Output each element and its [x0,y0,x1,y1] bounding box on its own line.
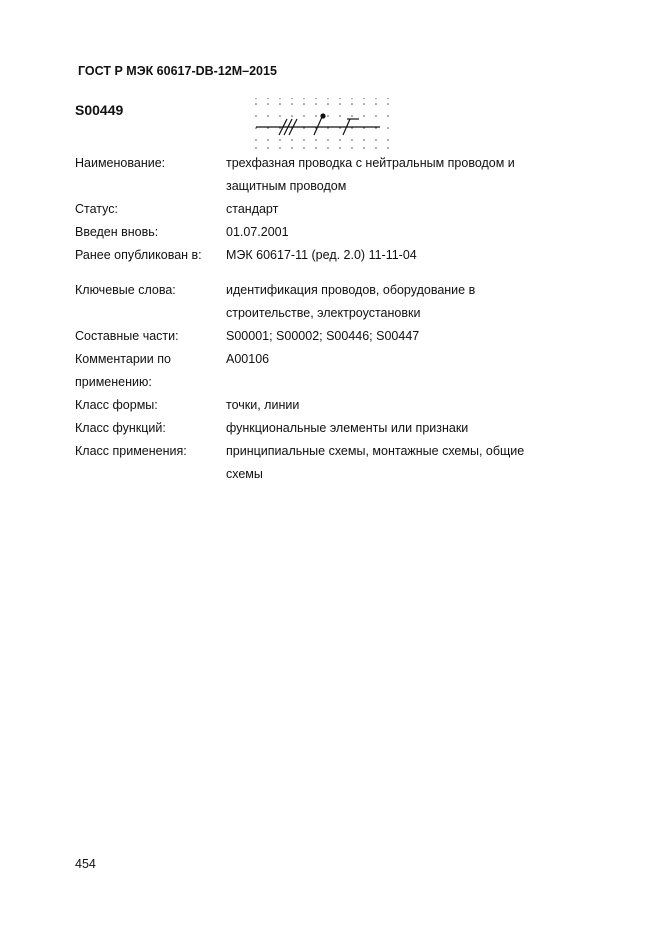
field-row-application-class [75,440,595,486]
three-phase-wiring-neutral-protective-conductor-symbol-icon [250,98,395,152]
field-label-components: Составные части: [75,329,179,343]
field-value-introduced: 01.07.2001 [226,225,289,239]
field-label-shape-class: Класс формы: [75,398,158,412]
field-value-line: защитным проводом [226,179,347,193]
field-value-application-class [226,440,566,486]
symbol-code: S00449 [75,102,124,118]
field-row-name [75,152,595,198]
symbol-dot-grid [255,98,389,149]
symbol-neutral-dot [320,113,325,118]
field-label-function-class: Класс функций: [75,421,166,435]
field-value-shape-class: точки, линии [226,398,300,412]
page-number: 454 [75,857,96,871]
field-label-keywords: Ключевые слова: [75,283,176,297]
field-label-line: применению: [75,375,152,389]
field-value-previously-published: МЭК 60617-11 (ред. 2.0) 11-11-04 [226,248,417,262]
field-row-previously-published [75,244,595,267]
field-label-status: Статус: [75,202,118,216]
field-value-line: идентификация проводов, оборудование в [226,283,476,297]
field-label-name: Наименование: [75,156,166,170]
standard-title: ГОСТ Р МЭК 60617-DB-12M–2015 [78,64,277,78]
field-label-line: Комментарии по [75,352,171,366]
field-value-function-class: функциональные элементы или признаки [226,421,469,435]
field-value-components: S00001; S00002; S00446; S00447 [226,329,420,343]
field-row-keywords [75,279,595,325]
field-label-application-class: Класс применения: [75,444,187,458]
field-label-previously-published: Ранее опубликован в: [75,248,202,262]
field-value-line: схемы [226,467,263,481]
field-value-line: принципиальные схемы, монтажные схемы, общие [226,444,525,458]
field-label-application-comments [75,348,223,394]
symbol-strokes [256,117,380,135]
field-value-line: трехфазная проводка с нейтральным проводом и [226,156,515,170]
field-row-application-comments [75,348,595,394]
field-label-introduced: Введен вновь: [75,225,159,239]
field-value-line: строительстве, электроустановки [226,306,421,320]
field-row-components [75,325,595,348]
field-value-status: стандарт [226,202,279,216]
field-value-name [226,152,566,198]
field-row-function-class [75,417,595,440]
field-value-application-comments: A00106 [226,352,270,366]
field-value-keywords [226,279,566,325]
field-row-introduced [75,221,595,244]
field-row-shape-class [75,394,595,417]
field-row-status [75,198,595,221]
